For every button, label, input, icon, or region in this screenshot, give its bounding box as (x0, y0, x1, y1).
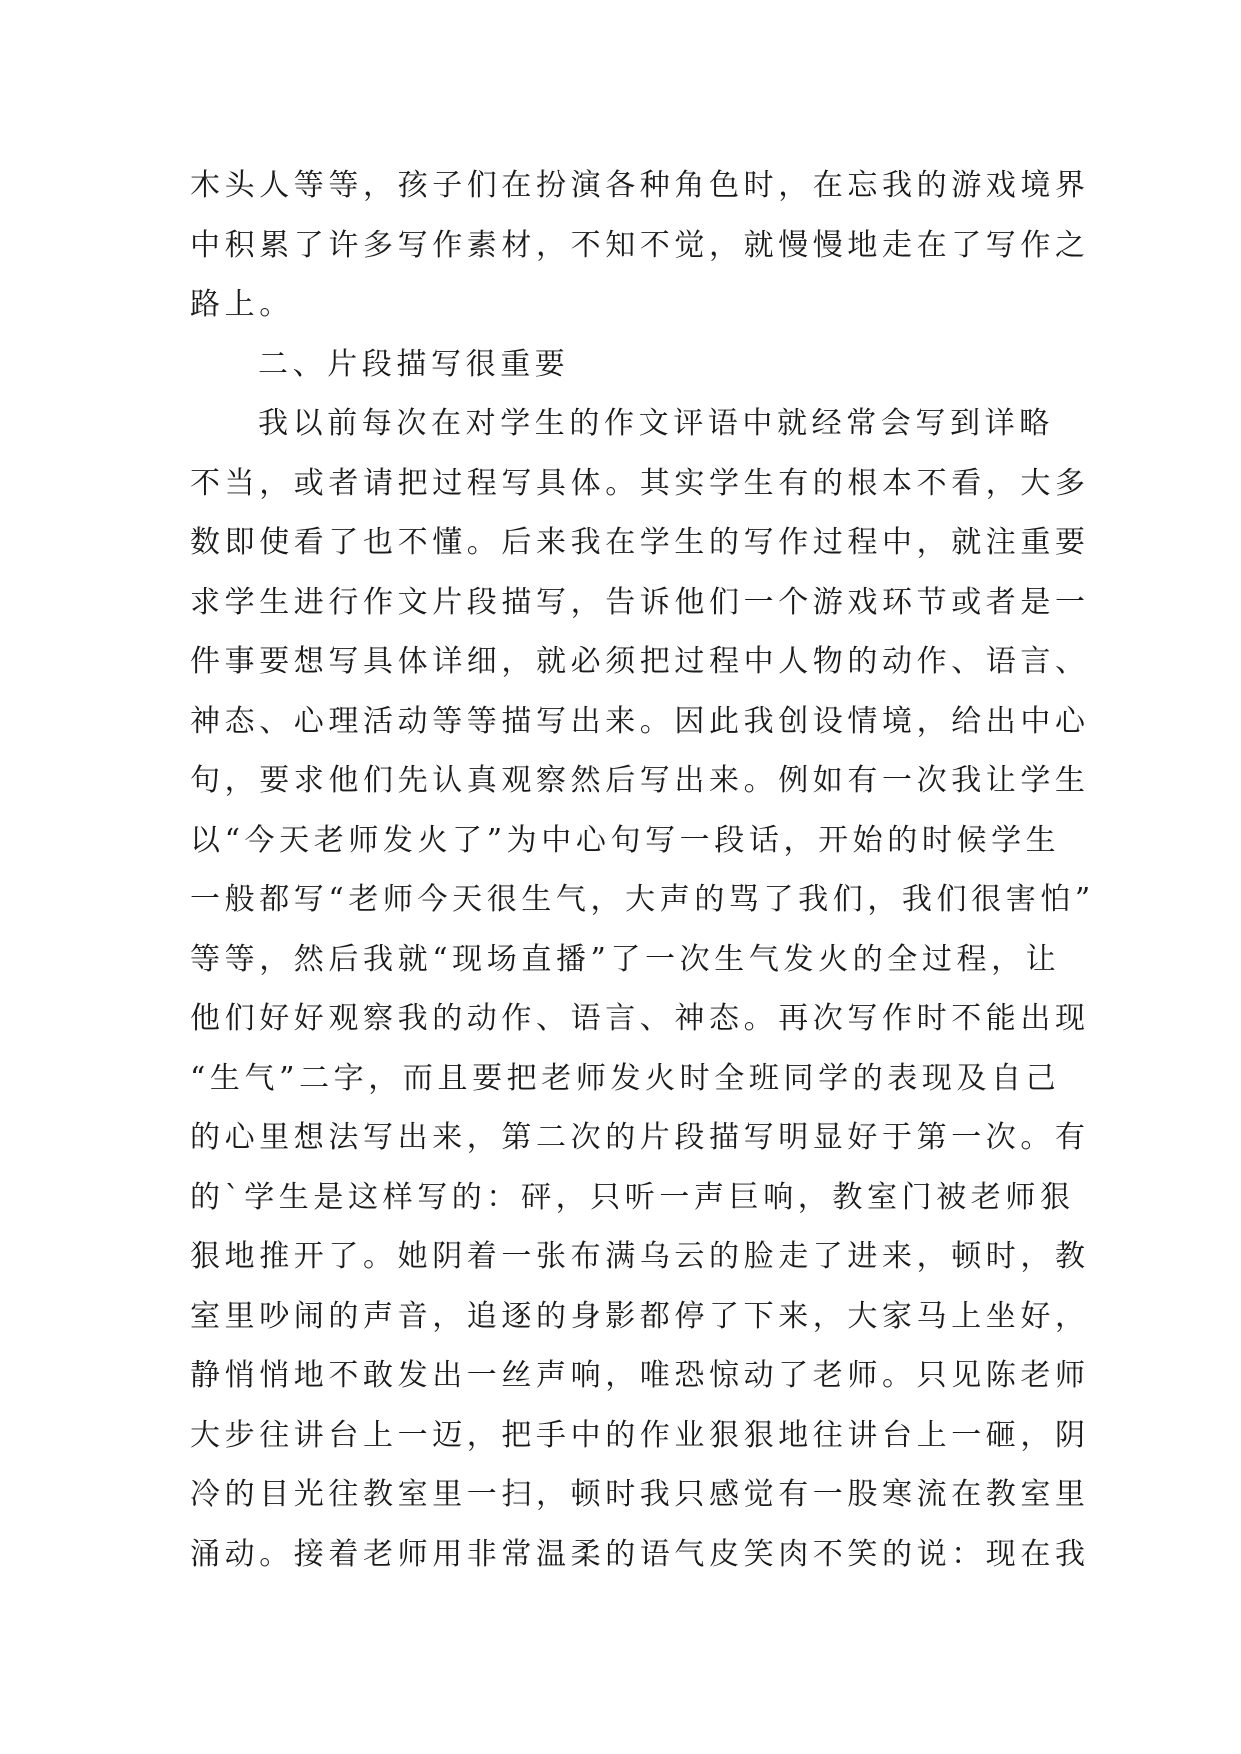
text-line: 不当，或者请把过程写具体。其实学生有的根本不看，大多 (190, 465, 1090, 501)
text-line: 求学生进行作文片段描写，告诉他们一个游戏环节或者是一 (190, 584, 1090, 620)
body-text (190, 156, 1095, 1584)
text-line: 他们好好观察我的动作、语言、神态。再次写作时不能出现 (190, 1001, 1090, 1036)
text-line: 句，要求他们先认真观察然后写出来。例如有一次我让学生 (190, 763, 1090, 798)
text-line: 大步往讲台上一迈，把手中的作业狠狠地往讲台上一砸，阴 (190, 1417, 1090, 1453)
text-line: 以“今天老师发火了”为中心句写一段话，开始的时候学生 (190, 822, 1061, 858)
text-line: 涌动。接着老师用非常温柔的语气皮笑肉不笑的说：现在我 (190, 1536, 1090, 1572)
text-line: 的心里想法写出来，第二次的片段描写明显好于第一次。有 (190, 1120, 1090, 1155)
text-line: 中积累了许多写作素材，不知不觉，就慢慢地走在了写作之 (190, 227, 1090, 263)
text-line: “生气”二字，而且要把老师发火时全班同学的表现及自己 (190, 1060, 1061, 1096)
text-line: 等等，然后我就“现场直播”了一次生气发火的全过程，让 (190, 941, 1061, 977)
paragraph-first-line: 我以前每次在对学生的作文评语中就经常会写到详略 (258, 406, 1054, 441)
text-line: 的`学生是这样写的：砰，只听一声巨响，教室门被老师狠 (190, 1179, 1075, 1215)
text-line: 数即使看了也不懂。后来我在学生的写作过程中，就注重要 (190, 525, 1090, 560)
text-line: 静悄悄地不敢发出一丝声响，唯恐惊动了老师。只见陈老师 (190, 1358, 1090, 1393)
text-line: 一般都写“老师今天很生气，大声的骂了我们，我们很害怕” (190, 882, 1095, 917)
text-line: 室里吵闹的声音，追逐的身影都停了下来，大家马上坐好， (190, 1298, 1090, 1334)
section-heading: 二、片段描写很重要 (258, 346, 570, 382)
text-line: 神态、心理活动等等描写出来。因此我创设情境，给出中心 (190, 703, 1090, 739)
text-line: 木头人等等，孩子们在扮演各种角色时，在忘我的游戏境界 (190, 168, 1090, 203)
text-line: 冷的目光往教室里一扫，顿时我只感觉有一股寒流在教室里 (190, 1477, 1090, 1512)
text-line: 狠地推开了。她阴着一张布满乌云的脸走了进来，顿时，教 (190, 1239, 1090, 1274)
text-line: 件事要想写具体详细，就必须把过程中人物的动作、语言、 (190, 644, 1090, 679)
text-line: 路上。 (190, 287, 294, 322)
